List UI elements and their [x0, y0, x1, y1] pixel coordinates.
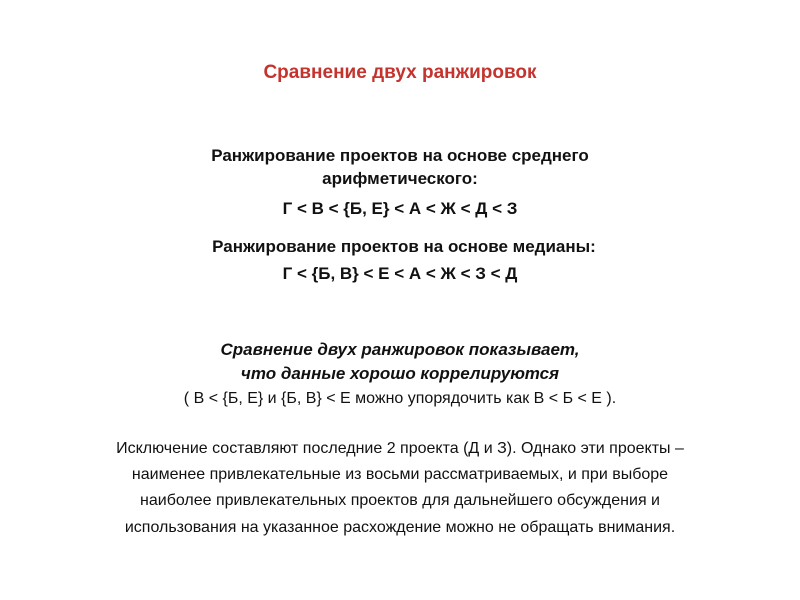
comparison-line-1: Сравнение двух ранжировок показывает,	[220, 340, 580, 359]
mean-heading-line-1: Ранжирование проектов на основе среднего	[211, 146, 589, 165]
comparison-line-3: ( В < {Б, Е} и {Б, В} < Е можно упорядочить как В < Б < Е ).	[183, 390, 617, 407]
exception-line-1: Исключение составляют последние 2 проекта (Д и З). Однако эти проекты –	[116, 440, 684, 457]
median-heading: Ранжирование проектов на основе медианы:	[212, 237, 596, 256]
exception-line-4: использования на указанное расхождение можно не обращать внимания.	[124, 519, 676, 536]
exception-line-3: наиболее привлекательных проектов для дальнейшего обсуждения и	[140, 492, 660, 509]
slide-title: Сравнение двух ранжировок	[263, 62, 537, 83]
exception-line-2: наименее привлекательные из восьми рассматриваемых, и при выборе	[131, 466, 669, 483]
median-ranking: Г < {Б, В} < Е < А < Ж < З < Д	[282, 264, 518, 283]
mean-heading-line-2: арифметического:	[322, 169, 478, 188]
comparison-line-2: что данные хорошо коррелируются	[240, 364, 560, 383]
mean-ranking: Г < В < {Б, Е} < А < Ж < Д < З	[282, 199, 518, 218]
